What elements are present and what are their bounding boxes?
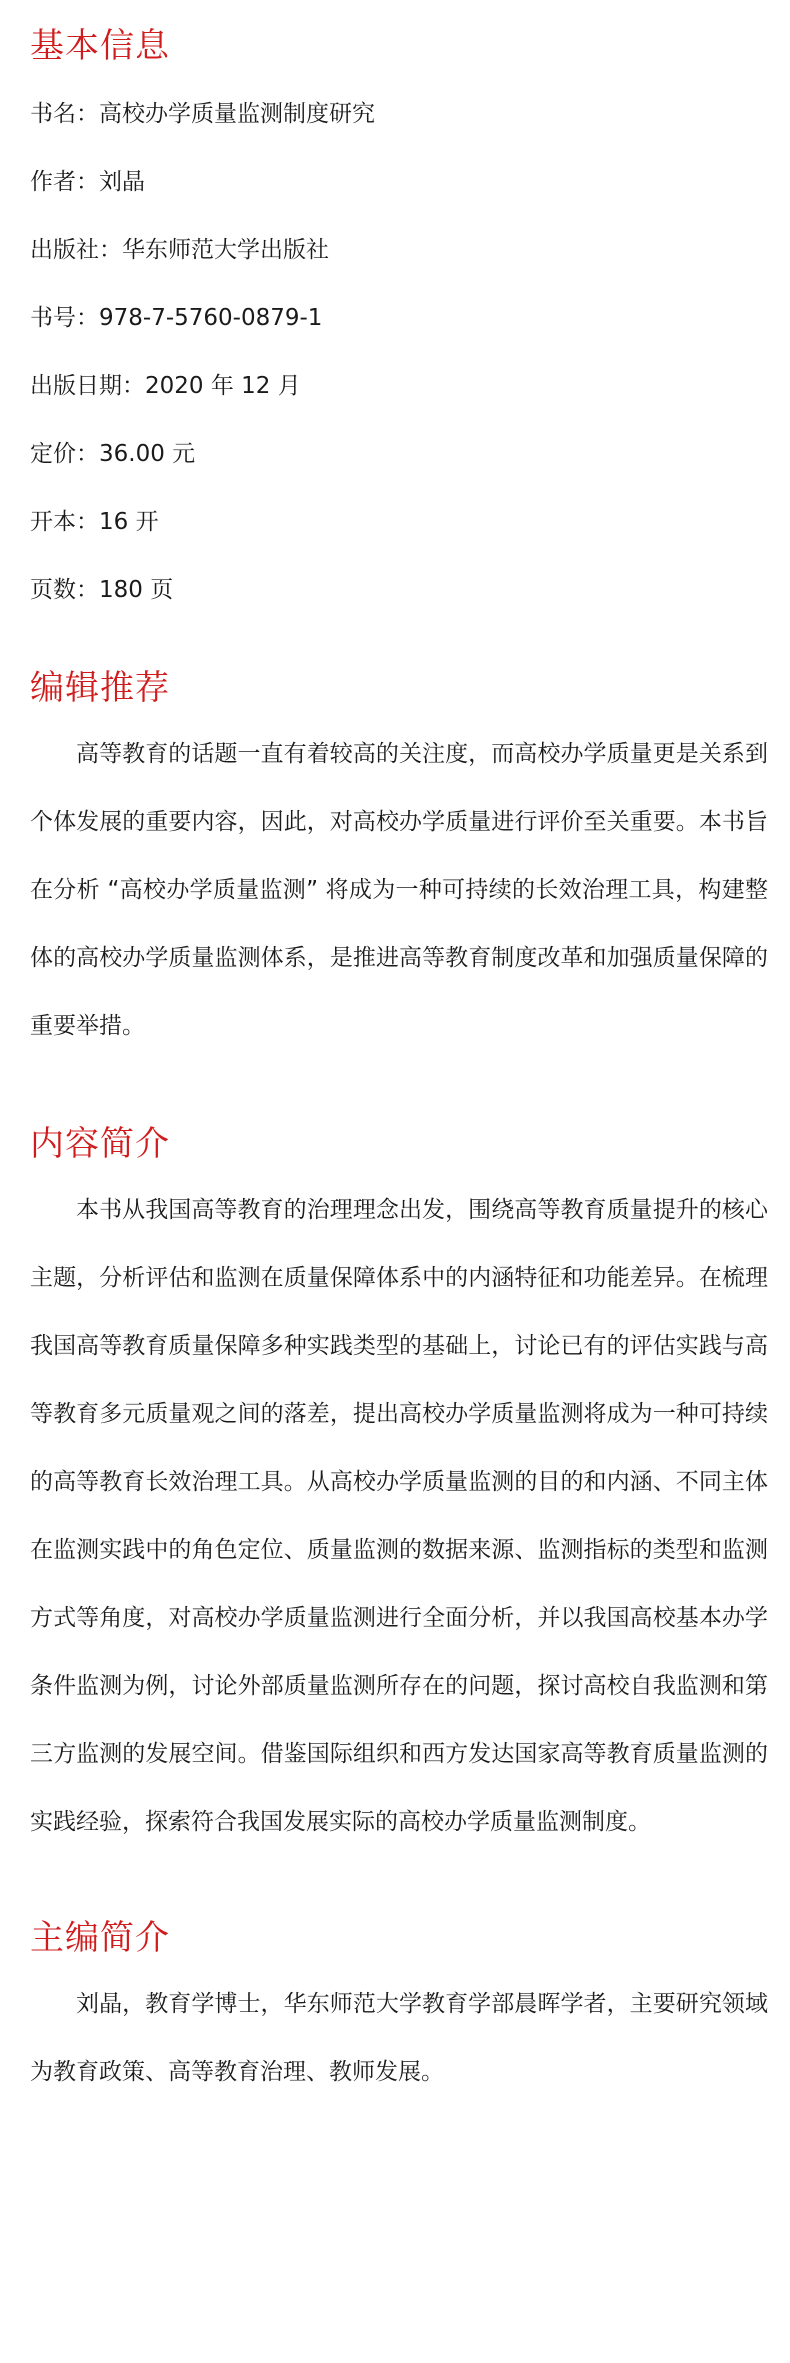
price-row: 定价：36.00 元 (30, 441, 196, 467)
basic-info-heading: 基本信息 (30, 26, 170, 66)
editor-recommendation-section (30, 642, 768, 1060)
content-summary-section (30, 1060, 768, 1856)
editor-recommendation-text: 高等教育的话题一直有着较高的关注度，而高校办学质量更是关系到个体发展的重要内容，因此，对高校办学质量进行评价至关重要。本书旨在分析 “高校办学质量监测” 将成为一种可持续的长效治理工具，构建整体的高校办学质量监测体系，是推进高等教育制度改革和加强质量保障的重要举措。 (30, 741, 768, 1039)
content-summary-heading: 内容简介 (30, 1124, 170, 1164)
book-title-row: 书名：高校办学质量监测制度研究 (30, 101, 375, 127)
publish-date-row: 出版日期：2020 年 12 月 (30, 373, 301, 399)
editor-bio-section (30, 1856, 768, 2106)
pages-row: 页数：180 页 (30, 577, 174, 603)
format-row: 开本：16 开 (30, 509, 159, 535)
editor-recommendation-heading: 编辑推荐 (30, 668, 170, 708)
editor-bio-heading: 主编简介 (30, 1918, 170, 1958)
author-row: 作者：刘晶 (30, 169, 145, 195)
basic-info-section (30, 0, 768, 606)
editor-bio-text: 刘晶，教育学博士，华东师范大学教育学部晨晖学者，主要研究领域为教育政策、高等教育治理、教师发展。 (30, 1991, 768, 2085)
basic-info-list (30, 98, 768, 606)
content-summary-text: 本书从我国高等教育的治理理念出发，围绕高等教育质量提升的核心主题，分析评估和监测在质量保障体系中的内涵特征和功能差异。在梳理我国高等教育质量保障多种实践类型的基础上，讨论已有的评估实践与高等教育多元质量观之间的落差，提出高校办学质量监测将成为一种可持续的高等教育长效治理工具。从高校办学质量监测的目的和内涵、不同主体在监测实践中的角色定位、质量监测的数据来源、监测指标的类型和监测方式等角度，对高校办学质量监测进行全面分析，并以我国高校基本办学条件监测为例，讨论外部质量监测所存在的问题，探讨高校自我监测和第三方监测的发展空间。借鉴国际组织和西方发达国家高等教育质量监测的实践经验，探索符合我国发展实际的高校办学质量监测制度。 (30, 1197, 768, 1835)
isbn-row: 书号：978-7-5760-0879-1 (30, 305, 323, 331)
publisher-row: 出版社：华东师范大学出版社 (30, 237, 329, 263)
